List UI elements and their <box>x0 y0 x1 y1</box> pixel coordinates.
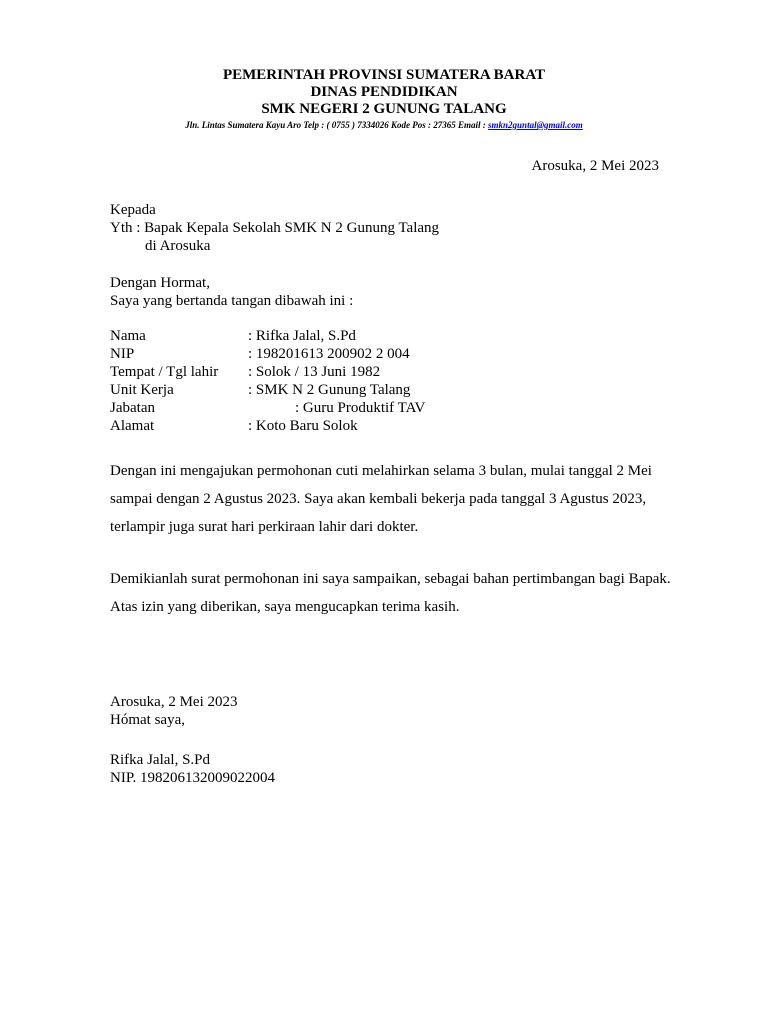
body-line: sampai dengan 2 Agustus 2023. Saya akan kembali bekerja pada tanggal 3 Agustus 2023, <box>110 491 647 507</box>
identity-label: NIP <box>110 346 135 362</box>
letterhead-address-text: Jln. Lintas Sumatera Kayu Aro Telp : ( 0755 ) 7334026 Kode Pos : 27365 Email : <box>185 120 489 130</box>
identity-value: : SMK N 2 Gunung Talang <box>248 382 411 398</box>
identity-row-birth <box>110 363 425 381</box>
body-line: Dengan ini mengajukan permohonan cuti melahirkan selama 3 bulan, mulai tanggal 2 Mei <box>110 463 652 479</box>
signature-identity <box>110 751 275 787</box>
letterhead-government: PEMERINTAH PROVINSI SUMATERA BARAT <box>222 67 546 83</box>
identity-row-alamat <box>110 417 425 435</box>
letterhead-department: DINAS PENDIDIKAN <box>310 84 458 100</box>
recipient-name: Yth : Bapak Kepala Sekolah SMK N 2 Gunung Talang <box>110 220 440 236</box>
signature-name: Rifka Jalal, S.Pd <box>110 752 210 768</box>
recipient-kepada: Kepada <box>110 202 156 218</box>
greeting-salutation: Dengan Hormat, <box>110 275 210 291</box>
recipient-location: di Arosuka <box>145 238 211 254</box>
body-line: terlampir juga surat hari perkiraan lahir dari dokter. <box>110 519 419 535</box>
identity-label: Nama <box>110 328 146 344</box>
identity-label: Tempat / Tgl lahir <box>110 364 219 380</box>
signature-nip: NIP. 198206132009022004 <box>110 770 276 786</box>
signature-salutation: Hómat saya, <box>110 712 185 728</box>
letter-date: Arosuka, 2 Mei 2023 <box>531 158 659 174</box>
greeting-block <box>110 274 353 310</box>
greeting-intro: Saya yang bertanda tangan dibawah ini : <box>110 293 354 309</box>
identity-row-jabatan <box>110 399 425 417</box>
signature-block <box>110 693 238 729</box>
identity-value: : Koto Baru Solok <box>248 418 358 434</box>
letterhead <box>0 67 768 131</box>
identity-value: : Solok / 13 Juni 1982 <box>248 364 381 380</box>
identity-row-nama <box>110 327 425 345</box>
identity-row-unit <box>110 381 425 399</box>
identity-value: : Guru Produktif TAV <box>295 400 426 416</box>
body-paragraph <box>110 457 700 541</box>
identity-label: Jabatan <box>110 400 155 416</box>
identity-row-nip <box>110 345 425 363</box>
signature-place-date: Arosuka, 2 Mei 2023 <box>110 694 238 710</box>
letterhead-school: SMK NEGERI 2 GUNUNG TALANG <box>261 101 507 117</box>
letterhead-address <box>0 119 768 131</box>
closing-line: Atas izin yang diberikan, saya mengucapkan terima kasih. <box>110 599 460 615</box>
identity-label: Alamat <box>110 418 155 434</box>
identity-value: : Rifka Jalal, S.Pd <box>248 328 356 344</box>
letterhead-email-link[interactable]: smkn2guntal@gmail.com <box>488 120 583 130</box>
identity-value: : 198201613 200902 2 004 <box>248 346 410 362</box>
identity-label: Unit Kerja <box>110 382 174 398</box>
closing-line: Demikianlah surat permohonan ini saya sampaikan, sebagai bahan pertimbangan bagi Bapak. <box>110 571 671 587</box>
closing-paragraph <box>110 565 700 621</box>
identity-table <box>110 327 425 435</box>
recipient-block <box>110 201 439 255</box>
